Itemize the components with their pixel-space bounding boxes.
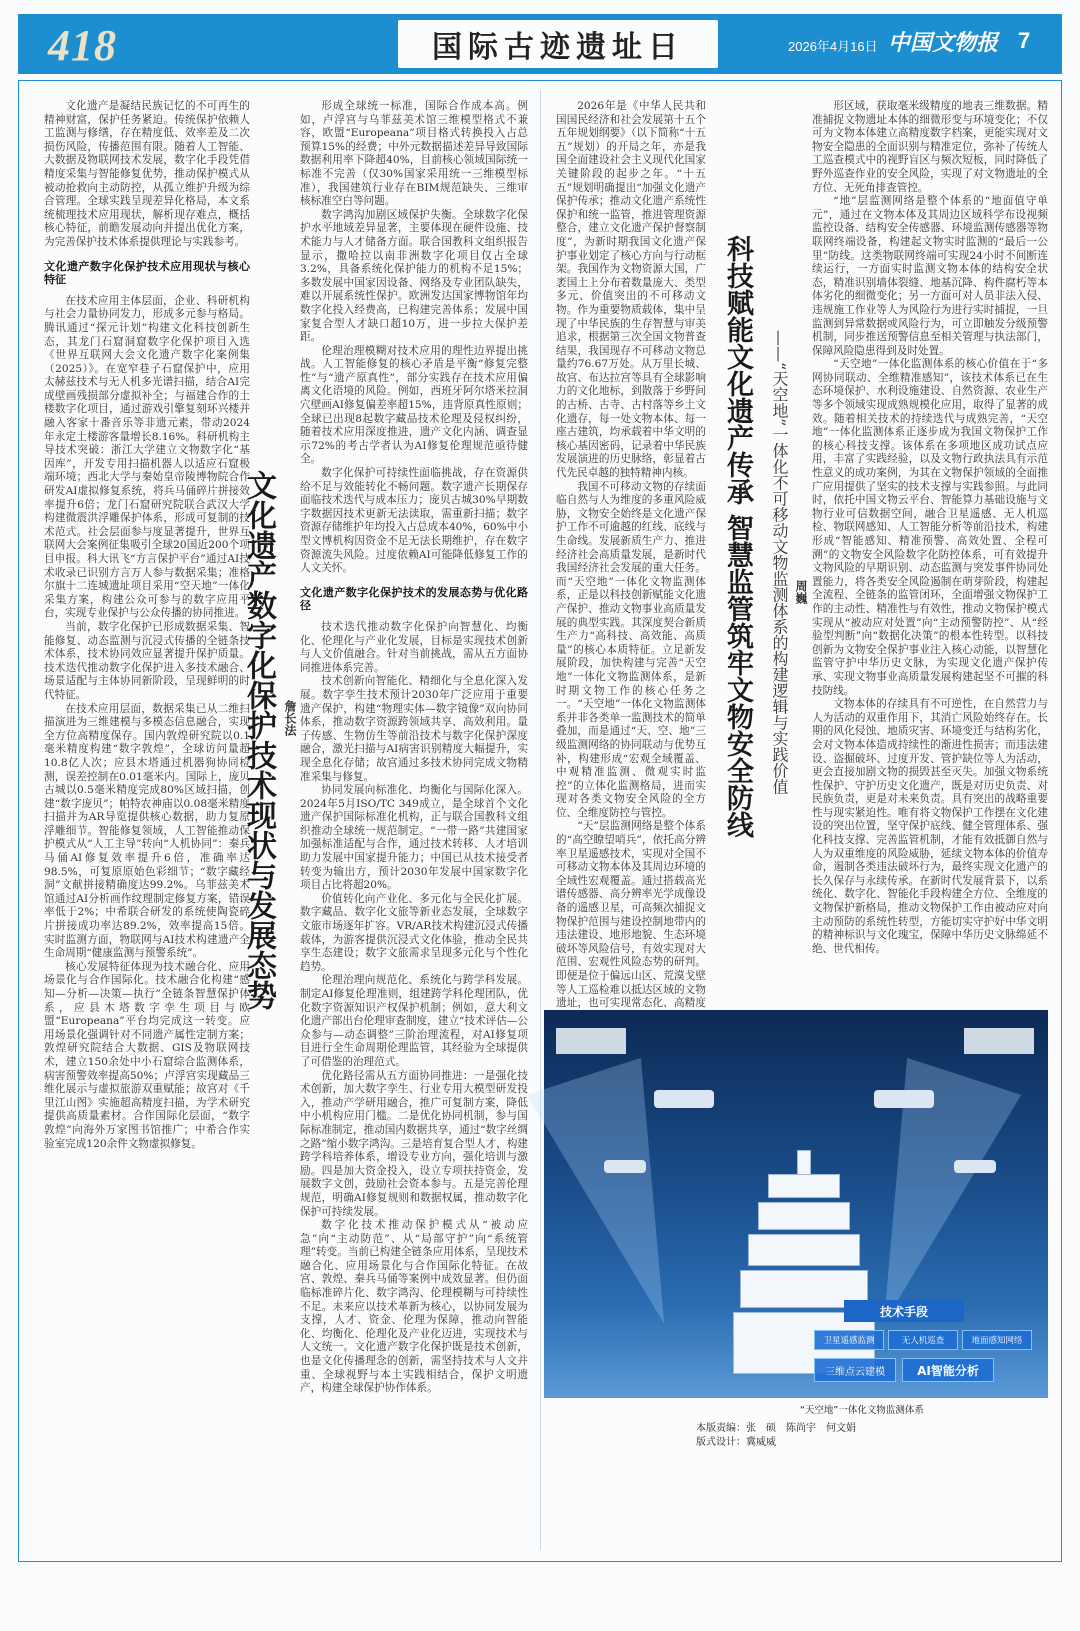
paragraph: 伦理治理向规范化、系统化与跨学科发展。制定AI修复伦理准则，组建跨学科伦理团队，优化数字资源知识产权保护机制；例如，意大利文化遗产部出台伦理审查制度，建立“技术评估—公众参与—动态调整”三阶治理流程，对AI修复项目进行全生命周期伦理监管，其经验为全球提供了可借鉴的治理范式。 (300, 974, 528, 1068)
right-article-title: 科技赋能文化遗产传承 智慧监管筑牢文物安全防线 (722, 235, 753, 839)
paragraph: 伦理治理模糊对技术应用的理性边界提出挑战。人工智能修复的核心矛盾是平衡“修复完整性”与“遗产原真性”，部分实践存在技术应用偏离文化语境的风险。例如，西班牙阿尔塔米拉洞穴壁画AI修复偏差率超15%，违背原真性原则；全球已出现8起数字藏品技术伦理及侵权纠纷，随着技术应用深度推进，遗产文化内涵、调查显示72%的考古学者认为AI修复伦理规范亟待健全。 (300, 344, 528, 466)
issue-date: 2026年4月16日 (788, 39, 878, 54)
left-article-column-2 (300, 100, 528, 1540)
left-article-column-1 (44, 100, 250, 1540)
paragraph: 当前，数字化保护已形成数据采集、智能修复、动态监测与沉浸式传播的全链条技术体系，技术协同效应显著提升保护质量。技术迭代推动数字化保护进入多技术融合、场景适配与主体协同新阶段，呈现鲜明的时代特征。 (44, 620, 250, 701)
paragraph: 在技术应用层面，数据采集已从二维扫描演进为三维建模与多模态信息融合，实现全方位高精度保存。国内敦煌研究院以0.1毫米精度构建“数字敦煌”，全球访问量超10.8亿人次；应县木塔通过机器狗协同检测，误差控制在0.01毫米内。国际上，庞贝古城以0.5毫米精度完成80%区域扫描，创建“数字庞贝”；帕特农神庙以0.08毫米精度扫描并为AR导览提供核心数据，助力复原浮雕细节。智能修复领域，人工智能推动保护模式从“人工主导”转向“人机协同”：秦兵马俑AI修复效率提升6倍，准确率达98.5%，可复原原始色彩细节；“数字藏经洞”文献拼接精确度达99.2%。乌菲兹美术馆通过AI分析画作纹理制定修复方案，错误率低于2%；中希联合研发的系统使陶瓷碎片拼接成功率达89.2%，效率提高15倍。实时监测方面，物联网与AI技术构建遗产全生命周期“健康监测与预警系统”。 (44, 702, 250, 960)
paragraph: 数字化保护可持续性面临挑战，存在资源供给不足与效能转化不畅问题。数字遗产长期保存面临技术迭代与成本压力；庞贝古城30%早期数字数据因技术更新无法读取，需重新扫描；数字资源存储维护年均投入占总成本40%，60%中小型文博机构因资金不足无法长期维护，存在数字资源流失风险。过度依赖AI可能降低修复工作的人文关怀。 (300, 467, 528, 575)
editor-credits (696, 1422, 856, 1450)
illustration-caption: “天空地”一体化文物监测体系 (800, 1405, 924, 1416)
right-article-author: 周巍 (794, 580, 808, 604)
paragraph: “天空地”一体化监测体系的核心价值在于“多网协同联动、全维精准感知”，该技术体系已在生态环境保护、水利设施建设、自然资源、农业生产等多个领域实现成熟规模化应用，取得了显著的成效。随着相关技术的持续迭代与成熟完善，“天空地”一体化监测体系正逐步成为我国文物保护工作的核心科技支撑。该体系在多项地区成功试点应用，丰富了实践经验，以及文物行政执法具有示范性意义的成功案例，为其在文物保护领域的全面推广应用提供了坚实的技术支撑与实践参照。与此同时，依托中国文物云平台、智能算力基础设施与文物行业可信数据空间，融合卫星遥感、无人机巡检、物联网感知、人工智能分析等前沿技术，构建形成“智能感知、精准预警、高效处置、全程可溯”的文物安全风险数字化防控体系，可有效提升文物风险的早期识别、动态监测与突发事件协同处置能力，将各类安全风险遏制在萌芽阶段，构建起全流程、全链条的监管闭环，全面增强文物保护工作的主动性、精准性与有效性，推动文物保护模式实现从“被动应对处置”向“主动预警防控”、从“经验型判断”向“数据化决策”的根本性转型。以科技创新为文物安全保护事业注入核心动能，以智慧化监管守护中华历史文脉，为实现文化遗产保护传承、实现文物事业高质量发展构建起坚不可摧的科技防线。 (812, 358, 1048, 697)
page-number: 7 (1018, 28, 1031, 53)
satellite-icon (964, 1028, 1034, 1054)
paragraph: 数字鸿沟加剧区域保护失衡。全球数字化保护水平地域差异显著，主要体现在硬件设施、技术能力与人才储备方面。联合国教科文组织报告显示，撒哈拉以南非洲数字化项目仅占全球3.2%，具备系统化保护能力的机构不足15%；多数发展中国家因设备、网络及专业团队缺失，难以开展系统性保护。欧洲发达国家博物馆年均数字化投入经费高，已构建完善体系；发展中国家复合型人才缺口超10万，进一步拉大保护差距。 (300, 208, 528, 344)
right-article-column-2 (812, 100, 1048, 1120)
drone-icon (654, 1090, 714, 1108)
drone-icon (874, 1090, 934, 1108)
editor-line: 本版责编：张 硕 陈尚宇 何文娟 (696, 1423, 856, 1434)
right-article-subtitle: ——“天空地”一体化不可移动文物监测体系的构建逻辑与实践价值 (770, 330, 789, 795)
section-heading: 文化遗产数字化保护技术应用现状与核心特征 (44, 259, 250, 287)
paragraph: “天”层监测网络是整个体系的“高空瞭望哨兵”，依托高分辨率卫星遥感技术，实现对全国不可移动文物本体及其周边环境的全域性宏观覆盖。通过搭载高光谱传感器、高分辨率光学成像设备的遥感卫星，可高频次捕捉文物保护范围与建设控制地带内的违法建设、地形地貌、生态环境破坏等风险信号，有效实现对大范围、宏观性风险态势的研判。即便是位于偏远山区、荒漠戈壁等人工巡检难以抵达区域的文物遗址，也可实现常态化、高精度 (556, 820, 706, 1010)
designer-line: 版式设计：冀威威 (696, 1437, 776, 1448)
page-header (18, 14, 1062, 74)
tech-item-satellite: 卫星遥感监测 (814, 1330, 884, 1350)
paragraph: 2026年是《中华人民共和国国民经济和社会发展第十五个五年规划纲要》（以下简称“十五五”规划）的开局之年，亦是我国全面建设社会主义现代化国家关键阶段的起步之年。“十五五”规划明确提出“加强文化遗产保护传承；推动文化遗产系统性保护和统一监管，推进管理资源整合，建立文化遗产保护督察制度”，为新时期我国文化遗产保护事业划定了核心方向与行动框架。我国作为文物资源大国，广袤国土上分布着数量庞大、类型多元、价值突出的不可移动文物。作为重要物质载体，集中呈现了中华民族的生存智慧与审美追求，根据第三次全国文物普查结果，我国现存不可移动文物总量约76.67万处。从万里长城、故宫、布达拉宫等具有全球影响力的文化地标，到散落于乡野间的古桥、古寺、古村落等乡土文化遗存，每一处文物本体、每一座古建筑，均承载着中华文明的核心基因密码，记录着中华民族发展演进的历史脉络，彰显着古代先民卓越的独特精神内核。 (556, 100, 706, 480)
section-title: 国际古迹遗址日 (398, 20, 718, 68)
article-intro: 文化遗产是凝结民族记忆的不可再生的精神财富，保护任务紧迫。传统保护依赖人工监测与修缮，存在精度低、效率差及二次损伤风险，传播范围有限。随着人工智能、大数据及物联网技术发展，数字化手段凭借精度采集与智能修复优势，推动保护模式从被动抢救向主动防控，从孤立维护升级为综合管理。全球实践呈现差异化格局，本文系统梳理技术应用现状，解析现存难点，概括核心特征，前瞻发展动向并提出优化方案，为完善保护技术体系提供理论与实践参考。 (44, 100, 250, 248)
drone-icon (954, 1160, 996, 1173)
tech-legend (814, 1300, 1038, 1390)
paper-name: 中国文物报 (888, 30, 999, 56)
paragraph: 在技术应用主体层面，企业、科研机构与社会力量协同发力，形成多元参与格局。腾讯通过“探元计划”构建文化科技创新生态，其龙门石窟洞窟数字化保护项目入选《世界互联网大会文化遗产数字化案例集（2025）》。在宽窄巷子石窟保护中，应用太赫兹技术与无人机多光谱扫描，结合AI完成壁画残损部分虚拟补全；与福建合作的土楼数字化项目，通过游戏引擎复刻环兴楼并融入客家十番音乐等非遗元素，带动2024年永定土楼游客量增长8.16%。科研机构主导技术突破：浙江大学建立文物数字化“基因库”，开发专用扫描机器人以适应石窟极端环境；西北大学与秦始皇帝陵博物院合作研发AI虚拟修复系统，将兵马俑碎片拼接效率提升6倍；龙门石窟研究院联合武汉大学构建微震洪浮雕保护体系，形成可复制的技术范式。社会层面参与度显著提升，世界互联网大会案例征集吸引全球20国近200个项目申报。科大讯飞“方言保护平台”通过AI技术收录已识别方言万人参与数据采集；准格尔旗十二连城遗址项目采用“空天地”一体化采集方案，构建公众可参与的数字应用平台，实现专业保护与公众传播的协同推进。 (44, 294, 250, 620)
section-heading: 文化遗产数字化保护技术的发展态势与优化路径 (300, 585, 528, 613)
paragraph: 形区域，获取毫米级精度的地表三维数据。精准捕捉文物遗址本体的细微形变与环境变化；不仅可为文物本体建立高精度数字档案，更能实现对文物安全隐患的全面识别与精准定位，弥补了传统人工巡查模式中的视野盲区与频次短板，同时降低了野外巡查作业的安全风险，实现了对文物遗址的全方位、无死角排查管控。 (812, 100, 1048, 194)
paragraph: “地”层监测网络是整个体系的“地面值守单元”，通过在文物本体及其周边区域科学布设视频监控设备、结构安全传感器、环境监测传感器等物联网终端设备，构建起文物实时监测的“最后一公里”防线。这类物联网终端可实现24小时不间断连续运行，一方面实时监测文物本体的结构安全状态，精准识别墙体裂缝、地基沉降、构件腐朽等本体劣化的细微变化；另一方面可对人员非法入侵、违规施工作业等人为风险行为进行实时捕捉，一旦监测到异常数据或风险行为，可立即触发分级预警机制，同步推送预警信息至相关管理与执法部门，保障风险隐患得到及时处置。 (812, 195, 1048, 357)
paragraph: 技术创新向智能化、精细化与全息化深入发展。数字孪生技术预计2030年广泛应用于重要遗产保护，构建“物理实体—数字镜像”双向协同体系，推动数字资源跨领域共享、高效利用。量子传感、生物仿生等前沿技术与数字化保护深度融合，激光扫描与AI病害识别精度大幅提升，实现全息化存储；故宫通过多技术协同完成文物精准采集与修复。 (300, 675, 528, 783)
tech-item-pointcloud: 三维点云建模 (814, 1358, 896, 1382)
paragraph: 文物本体的存续具有不可逆性，在自然营力与人为活动的双重作用下，其消亡风险始终存在。长期的风化侵蚀、地质灾害、环境变迁与结构劣化，会对文物本体造成持续性的渐进性损害；而违法建设、盗掘破坏、过度开发、管护缺位等人为活动，更会直接加剧文物的损毁甚至灭失。加强文物系统性保护、守护历史文化遗产，既是对历史负责、对民族负责，更是对未来负责。具有突出的战略重要性与现实紧迫性。唯有将文物保护工作摆在文化建设的突出位置，坚守保护底线、健全管理体系、强化科技支撑、完善监管机制，才能有效抵御自然与人为双重维度的风险威胁，延续文物本体的价值寿命，遏制各类违法破坏行为，最终实现文化遗产的长久保存与永续传承。在新时代发展背景下，以系统化、数字化、智能化手段构建全方位、全维度的文物保护新格局，推动文物保护工作由被动应对向主动预防的系统性转型，方能切实守护好中华文明的精神标识与文化瑰宝，保障中华历史文脉绵延不绝、世代相传。 (812, 698, 1048, 955)
paragraph: 数字化技术推动保护模式从“被动应急”向“主动防范”、从“局部守护”向“系统管理”转变。当前已构建全链条应用体系，呈现技术融合化、应用场景化与合作国际化特征。在故宫、敦煌、秦兵马俑等案例中成效显著。但仍面临标准碎片化、数字鸿沟、伦理模糊与可持续性不足。未来应以技术革新为核心，以协同发展为支撑，人才、资金、伦理为保障，推动向智能化、均衡化、伦理化及产业化迈进，实现技术与人文统一。文化遗产数字化保护既是技术创新，也是文化传播理念的创新，需坚持技术与人文并重、全球视野与本土实践相结合，保护文明遗产，构建全球保护协作体系。 (300, 1219, 528, 1395)
tech-item-uav: 无人机巡查 (888, 1330, 958, 1350)
satellite-icon (556, 1028, 626, 1054)
tech-item-ground: 地面感知网络 (962, 1330, 1032, 1350)
drone-icon (604, 1160, 646, 1173)
tech-item-ai: AI智能分析 (902, 1358, 994, 1382)
paragraph: 价值转化向产业化、多元化与全民化扩展。数字藏品、数字化文旅等新业态发展，全球数字文旅市场逐年扩容。VR/AR技术构建沉浸式传播载体，为游客提供沉浸式文化体验，推动全民共享生态建设；数字文旅需求呈现多元化与个性化趋势。 (300, 892, 528, 973)
paragraph: 核心发展特征体现为技术融合化、应用场景化与合作国际化。技术融合化构建“感知—分析—决策—执行”全链条智慧保护体系，应县木塔数字孪生项目与欧盟“Europeana”平台均完成这一转变。应用场景化强调针对不同遗产属性定制方案；敦煌研究院结合大数据、GIS及物联网技术，建立150余处中小石窟综合监测体系，病害预警效率提高50%；卢浮宫实现藏品三维化展示与虚拟旅游双重赋能；故宫对《千里江山图》实施超高精度扫描，为学术研究提供高质量素材。合作国际化层面，“数字敦煌”向海外万家图书馆推广；中希合作实验室完成120余件文物虚拟修复。 (44, 960, 250, 1150)
left-article-title: 文化遗产数字化保护技术现状与发展态势 (241, 470, 276, 1010)
page-label: 418 (48, 21, 117, 70)
paragraph: 技术迭代推动数字化保护向智慧化、均衡化、伦理化与产业化发展，目标是实现技术创新与人文价值融合。针对当前挑战，需从五方面协同推进体系完善。 (300, 620, 528, 674)
paragraph: 形成全球统一标准，国际合作成本高。例如，卢浮宫与乌菲兹美术馆三维模型格式不兼容，欧盟“Europeana”项目格式转换投入占总预算15%的经费；中外元数据描述差异导致国际数据利用率下降超40%，目前核心领域国际统一标准不完善（仅30%国家采用统一三维模型标准），我国建筑行业存在BIM规范缺失、三维审核标准空白等问题。 (300, 100, 528, 208)
left-article-author: 詹长法 (283, 700, 297, 736)
tech-legend-title: 技术手段 (844, 1300, 964, 1322)
paragraph: 我国不可移动文物的存续面临自然与人为维度的多重风险威胁，文物安全始终是文化遗产保护工作不可逾越的红线、底线与生命线。发展新质生产力、推进经济社会高质量发展，是新时代我国经济社会发展的重大任务。而“天空地”一体化文物监测体系，正是以科技创新赋能文化遗产保护、推动文物事业高质量发展的典型实践。其深度契合新质生产力“高科技、高效能、高质量”的核心本质特征。立足新发展阶段，加快构建与完善“天空地”一体化文物监测体系，是新时期文物工作的核心任务之一。“天空地”一体化文物监测体系并非各类单一监测技术的简单叠加，而是通过“天、空、地”三级监测网络的协同联动与优势互补，构建形成“宏观全域覆盖、中观精准监测、微观实时监控”的立体化监测格局，进而实现对各类文物安全风险的全方位、全维度防控与管控。 (556, 480, 706, 819)
right-article-column-1 (556, 100, 706, 1010)
paragraph: 协同发展向标准化、均衡化与国际化深入。2024年5月ISO/TC 349成立，是全球首个文化遗产保护国际标准化机构，正与联合国教科文组织推动全球统一规范制定。“一带一路”共建国家加强标准适配与合作，通过技术转移、人才培训助力发展中国家提升能力；中国已从技术接受者转变为输出方，预计2030年发展中国家数字化项目占比将超20%。 (300, 784, 528, 892)
monitoring-illustration (544, 1010, 1048, 1398)
column-divider (540, 90, 541, 1550)
paragraph: 优化路径需从五方面协同推进：一是强化技术创新，加大数字孪生、行业专用大模型研发投入，推动产学研用融合，推广可复制方案，降低中小机构应用门槛。二是优化协同机制，参与国际标准制定，推动国内数据共享，通过“数字丝绸之路”缩小数字鸿沟。三是培育复合型人才，构建跨学科培养体系，增设专业方向，强化培训与激励。四是加大资金投入，设立专项扶持资金，发展数字文创，鼓励社会资本参与。五是完善伦理规范，明确AI修复规则和数据权属，推动数字化保护可持续发展。 (300, 1069, 528, 1218)
